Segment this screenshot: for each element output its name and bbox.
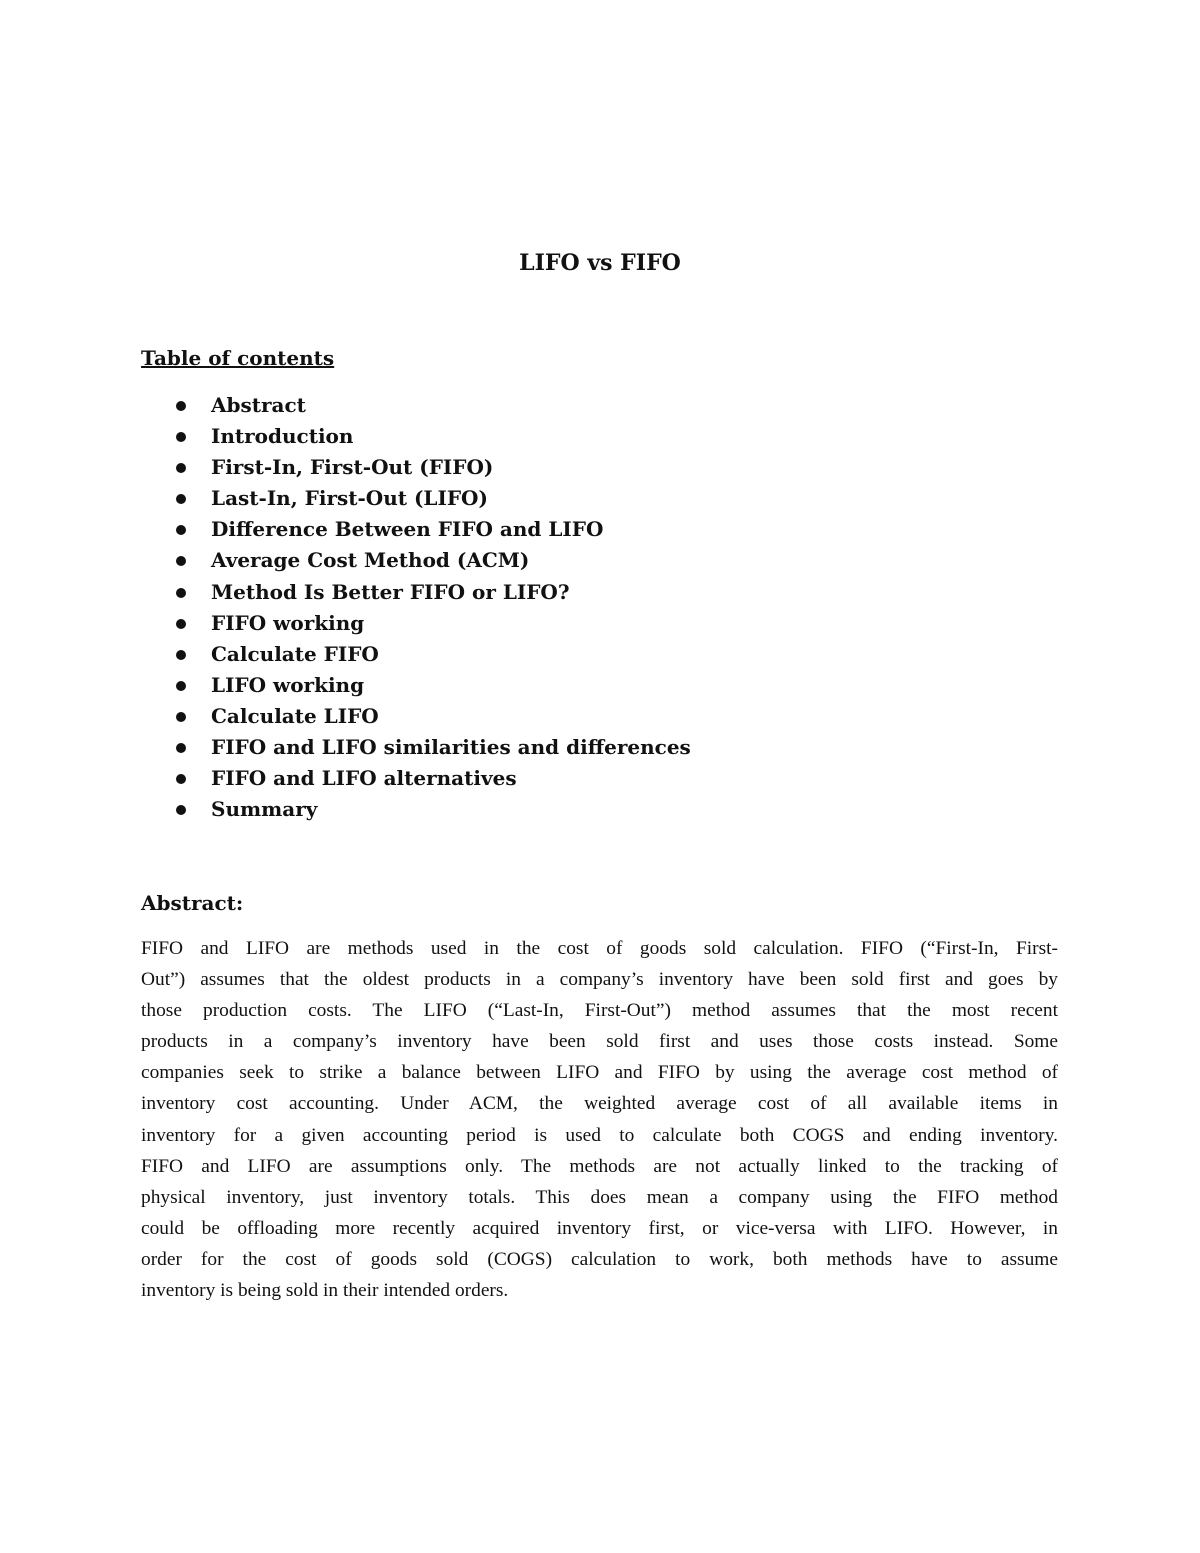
bullet-icon — [176, 525, 186, 535]
toc-item-introduction — [141, 421, 691, 452]
toc-item-fifo-working — [141, 608, 691, 639]
bullet-icon — [176, 494, 186, 504]
abstract-line: order for the cost of goods sold (COGS) calculation to work, both methods have to assume — [141, 1248, 1058, 1270]
toc-heading: Table of contents — [141, 346, 335, 370]
toc-item-label: Summary — [211, 797, 318, 822]
toc-item-label: FIFO working — [211, 610, 365, 635]
toc-item-label: Difference Between FIFO and LIFO — [211, 517, 604, 542]
bullet-icon — [176, 650, 186, 660]
toc-item-label: FIFO and LIFO alternatives — [211, 766, 517, 791]
abstract-line: FIFO and LIFO are assumptions only. The methods are not actually linked to the tracking of — [141, 1155, 1058, 1177]
bullet-icon — [176, 619, 186, 629]
abstract-line: products in a company’s inventory have been sold first and uses those costs instead. Some — [141, 1031, 1058, 1053]
abstract-line: inventory for a given accounting period is used to calculate both COGS and ending inventory. — [141, 1124, 1058, 1146]
abstract-line: inventory is being sold in their intended orders. — [141, 1280, 509, 1302]
toc-item-label: Method Is Better FIFO or LIFO? — [211, 579, 570, 604]
abstract-paragraph — [141, 933, 1058, 1306]
abstract-line: inventory cost accounting. Under ACM, the weighted average cost of all available items in — [141, 1093, 1058, 1115]
bullet-icon — [176, 556, 186, 566]
toc-item-alternatives — [141, 763, 691, 794]
toc-item-abstract — [141, 390, 691, 421]
bullet-icon — [176, 401, 186, 411]
toc-item-label: LIFO working — [211, 672, 365, 697]
toc-item-label: Average Cost Method (ACM) — [211, 548, 530, 573]
abstract-line: could be offloading more recently acquired inventory first, or vice-versa with LIFO. However, in — [141, 1217, 1058, 1239]
toc-item-label: Abstract — [211, 393, 306, 417]
toc-list — [141, 390, 691, 825]
bullet-icon — [176, 463, 186, 473]
toc-item-label: Last-In, First-Out (LIFO) — [211, 486, 488, 511]
bullet-icon — [176, 432, 186, 442]
toc-item-label: Introduction — [211, 424, 354, 449]
toc-item-better-method — [141, 577, 691, 608]
document-title: LIFO vs FIFO — [519, 250, 681, 276]
toc-item-acm — [141, 545, 691, 576]
toc-item-label: Calculate FIFO — [211, 641, 379, 666]
bullet-icon — [176, 743, 186, 753]
toc-item-label: First-In, First-Out (FIFO) — [211, 455, 494, 480]
bullet-icon — [176, 588, 186, 598]
abstract-line: Out”) assumes that the oldest products in a company’s inventory have been sold first and goes by — [141, 969, 1058, 991]
toc-item-lifo-working — [141, 670, 691, 701]
abstract-line: FIFO and LIFO are methods used in the cost of goods sold calculation. FIFO (“First-In, First- — [141, 938, 1058, 959]
toc-item-label: FIFO and LIFO similarities and differences — [211, 735, 691, 760]
toc-item-similarities — [141, 732, 691, 763]
bullet-icon — [176, 712, 186, 722]
toc-item-fifo — [141, 452, 691, 483]
toc-item-label: Calculate LIFO — [211, 703, 379, 728]
toc-item-summary — [141, 794, 691, 825]
abstract-heading: Abstract: — [141, 891, 244, 915]
bullet-icon — [176, 681, 186, 691]
toc-item-calculate-fifo — [141, 639, 691, 670]
toc-item-lifo — [141, 483, 691, 514]
toc-item-calculate-lifo — [141, 701, 691, 732]
toc-item-difference — [141, 514, 691, 545]
abstract-line: those production costs. The LIFO (“Last-In, First-Out”) method assumes that the most recent — [141, 1000, 1058, 1022]
bullet-icon — [176, 774, 186, 784]
bullet-icon — [176, 805, 186, 815]
abstract-line: companies seek to strike a balance between LIFO and FIFO by using the average cost method of — [141, 1062, 1058, 1084]
abstract-line: physical inventory, just inventory totals. This does mean a company using the FIFO method — [141, 1186, 1058, 1208]
